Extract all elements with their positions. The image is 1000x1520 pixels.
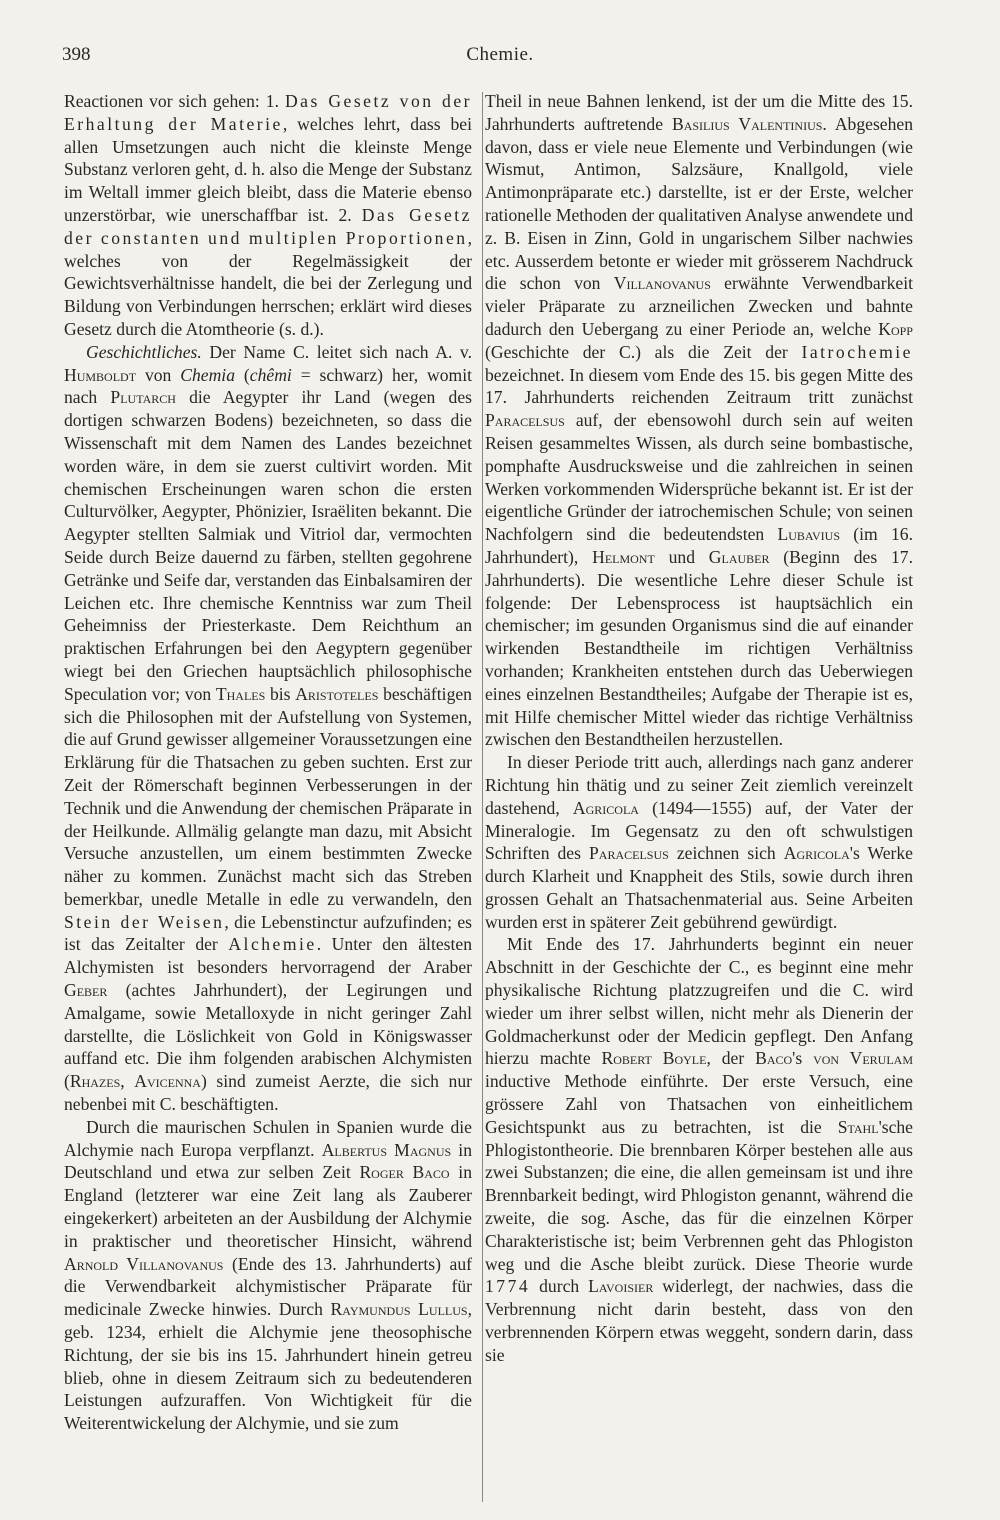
running-head: Chemie. [466,44,534,65]
text-run: beschäftigen sich die Philosophen mit der Aufstellung von Systemen, die auf Grund gewisser allgemeiner Voraussetzungen eine Erklärung für die Thatsachen zu geben suchten. Erst zur Zeit der Römerschaft beginnen Verbesserungen in der Technik und die Anwendung der chemischen Präparate in der Heilkunde. Allmälig gelangte man dazu, mit Absicht Versuche anzustellen, um einem bestimmten Zwecke näher zu kommen. Zunächst macht sich das Streben bemerkbar, unedle Metalle in edle zu verwandeln, den [64,683,472,909]
text-run: zeichnen sich [668,843,784,864]
text-run: ) sind zumeist Aerzte, die sich nur nebenbei mit C. beschäftigten. [64,1071,473,1115]
text-run: Raymundus Lullus [330,1299,468,1320]
text-run: widerlegt, der nachwies, dass die Verbrennung nicht darin besteht, dass von den verbrennenden Körpern etwas weggeht, sondern darin, dass sie [485,1276,914,1365]
text-run: , geb. 1234, erhielt die Alchymie jene theosophische Richtung, der sie bis ins 15. Jahrhundert hinein getreu blieb, ohne in diesem Zeitraum sich zu bedeutenderen Leistungen aufzuraffen. Von Wichtigkeit für die Weiterentwickelung der Alchymie, und sie zum [64,1299,472,1434]
text-run: Robert Boyle [601,1048,707,1069]
text-run: Stahl [837,1116,879,1137]
text-run: 'sche Phlogistontheorie. Die brennbaren Körper bestehen alle aus zwei Substanzen; die eine, die allen gemeinsam ist und ihre Brennbarkeit bedingt, wird Phlogiston genannt, während die zweite, die sog. Asche, das für die einzelnen Körper Charakteristische ist; beim Verbrennen geht das Phlogiston weg und die Asche bleibt zurück. Diese Theorie wurde [485,1116,913,1274]
text-run: 's Werke durch Klarheit und Knappheit des Stils, sowie durch ihren grossen Gehalt an Thatsachenmaterial aus. Seine Arbeiten wurden erst in späterer Zeit gebührend gewürdigt. [485,843,913,932]
text-run: von [136,364,181,385]
text-run: und [654,546,709,567]
column-divider [482,92,483,1502]
text-run: Lubavius [777,524,841,545]
text-run: 's [792,1048,814,1069]
text-run: in England (letzterer war eine Zeit lang als Zauberer eingekerkert) arbeiteten an der Ausbildung der Alchymie in praktischer und theoretischer Hinsicht, während [64,1162,472,1251]
text-run: auf, der ebensowohl durch sein auf weiten Reisen gesammeltes Wissen, als durch seine bombastische, pomphafte Ausdrucksweise und die zahlreichen in seinen Werken vorkommenden Widersprüche bekannt ist. Er ist der eigentliche Gründer der iatrochemischen Schule; von seinen Nachfolgern sind die bedeutendsten [485,410,913,545]
text-run: bezeichnet. In diesem vom Ende des 15. bis gegen Mitte des 17. Jahrhunderts reichenden Zeitraum tritt zunächst [485,364,913,408]
text-run: Roger Baco [359,1162,450,1183]
text-run: Durch die maurischen Schulen in Spanien wurde die Alchymie nach Europa verpflanzt. [64,1116,472,1160]
right-column [485,90,913,1367]
text-run: Albertus Magnus [321,1139,452,1160]
text-run: (Ende des 13. Jahrhunderts) auf die Verwendbarkeit alchymistischer Präparate für medicinale Zwecke hinwies. Durch [64,1253,472,1320]
text-run: von Verulam [813,1048,913,1069]
text-run: Agricola [783,843,850,864]
paragraph [64,341,472,1116]
paragraph [485,751,913,933]
text-run: (im 16. Jahrhundert), [485,524,913,567]
text-run: Avicenna [134,1071,201,1092]
text-run: Theil in neue Bahnen lenkend, ist der um die Mitte des 15. Jahrhunderts auftretende [485,91,913,134]
text-run: Thales [215,683,266,704]
text-run: Plutarch [110,387,176,408]
text-run: . Abgesehen davon, dass er viele neue Elemente und Verbindungen (wie Wismut, Antimon, Salzsäure, Knallgold, viele Antimonpräparate etc.) darstellte, ist er der Erste, welcher rationelle Methoden der qualitativen Analyse anwendete und z. B. Eisen in Zinn, Gold in ungarischem Silber nachwies etc. Ausserdem betonte er wieder mit grösserem Nachdruck die schon von [485,113,913,294]
text-run: Stein der Weisen [64,911,225,932]
text-run: durch [530,1276,589,1297]
text-run: Baco [755,1048,793,1069]
text-run: (Beginn des 17. Jahrhunderts). Die wesentliche Lehre dieser Schule ist folgende: Der Lebensprocess ist hauptsächlich ein chemischer; im gesunden Organismus sind die auf einander wirkenden Bestandtheile im richtigen Verhältniss vorhanden; Krankheiten entstehen durch das Ueberwiegen eines einzelnen Bestandtheiles; Aufgabe der Therapie ist es, mit Hilfe chemischer Mittel wieder das richtige Verhältniss zwischen den Bestandtheilen herzustellen. [485,546,913,750]
text-run: Geschichtliches. [86,341,202,362]
text-run: Mit Ende des 17. Jahrhunderts beginnt ein neuer Abschnitt in der Geschichte der C., es beginnt eine mehr physikalische Richtung platzzugreifen und die C. wird wieder um ihrer selbst willen, nicht mehr als Dienerin der Goldmacherkunst oder der Medicin gepflegt. Den Anfang hierzu machte [485,934,913,1069]
paragraph [485,933,913,1366]
text-run: Chemia [180,364,235,385]
text-run: , der [706,1048,756,1069]
text-run: Villanovanus [613,273,711,294]
text-run: inductive Methode einführte. Der erste Versuch, eine grössere Zahl von Thatsachen von einheitlichem Gesichtspunkt aus zu betrachten, ist die [485,1071,913,1137]
text-run: die Aegypter ihr Land (wegen des dortigen schwarzen Bodens) bezeichneten, so dass die Wissenschaft mit dem Namen des Landes bezeichnet worden wäre, in dem sie zuerst cultivirt worden. Mit chemischen Erscheinungen waren schon die ersten Culturvölker, Aegypter, Phönizier, Israëliten bekannt. Die Aegypter stellten Salmiak und Vitriol dar, vermochten Seide durch Beize dauernd zu färben, stellten gegohrene Getränke und Seife dar, verstanden das Einbalsamiren der Leichen etc. Ihre chemische Kenntniss war zum Theil Geheimniss der Priesterkaste. Dem Reichthum an praktischen Erfahrungen bei den Aegyptern gegenüber wiegt bei den Griechen hauptsächlich philosophische Speculation vor; von [64,387,472,704]
left-column [64,90,472,1435]
paragraph [64,1116,472,1435]
text-run: Paracelsus [485,410,565,431]
text-run: Geber [64,980,108,1001]
page-header [62,44,938,74]
text-run: 1774 [485,1276,531,1297]
text-run: (1494—1555) auf, der Vater der Mineralogie. Im Gegensatz zu den oft schwulstigen Schriften des [485,797,913,864]
paragraph [485,90,913,751]
text-run: Reactionen vor sich gehen: 1. [64,91,285,111]
text-run: Der Name C. leitet sich nach A. v. [201,341,472,362]
text-run: Das Gesetz von der Erhaltung der Materie [64,91,473,134]
text-run: Arnold Villanovanus [64,1253,224,1274]
text-run: bis [265,683,296,704]
text-run: Agricola [572,797,639,818]
text-run: Helmont [592,546,655,567]
text-run: Alchemie [228,934,317,955]
text-run: Das Gesetz der constanten und multiplen Proportionen [64,204,472,248]
text-run: . Unter den ältesten Alchymisten ist besonders hervorragend der Araber [64,934,472,978]
text-run: Basilius Valentinius [671,113,823,134]
text-run: chêmi [249,364,292,385]
text-run: Humboldt [64,364,137,385]
text-run: (achtes Jahrhundert), der Legirungen und Amalgame, sowie Metalloxyde in nicht geringer Zahl darstellte, die Löslichkeit von Gold in Königswasser auffand etc. Die ihm folgenden arabischen Alchymisten ( [64,980,472,1092]
text-run: Iatrochemie [801,341,913,362]
text-run: Glauber [708,546,770,567]
text-run: erwähnte Verwendbarkeit vieler Präparate zu arzneilichen Zwecken und bahnte dadurch den Uebergang zu einer Periode an, welche [485,273,913,339]
text-run: Rhazes [69,1071,121,1092]
text-run: Lavoisier [588,1276,654,1297]
text-run: (Geschichte der C.) als die Zeit der [485,341,802,362]
text-run: , welches von der Regelmässigkeit der Gewichtsverhältnisse handelt, die bei der Zerlegung und Bildung von Verbindungen herrschen; erklärt wird dieses Gesetz durch die Atomtheorie (s. d.). [64,227,472,339]
paragraph [64,90,472,341]
text-run: = schwarz) her, womit nach [64,364,472,408]
text-run: Aristoteles [295,683,379,704]
text-run: ( [235,364,250,385]
text-run: , [120,1071,135,1092]
text-run: In dieser Periode tritt auch, allerdings nach ganz anderer Richtung hin thätig und zu seiner Zeit ziemlich vereinzelt dastehend, [485,752,913,818]
text-run: Kopp [878,318,913,339]
page-number: 398 [62,44,91,65]
text-run: , welches lehrt, dass bei allen Umsetzungen auch nicht die kleinste Menge Substanz verloren geht, d. h. also die Menge der Substanz im Weltall immer gleich bleibt, dass die Materie ebenso unzerstörbar, wie unerschaffbar ist. 2. [64,113,472,225]
text-run: , die Lebenstinctur aufzufinden; es ist das Zeitalter der [64,911,472,955]
text-run: Paracelsus [589,843,669,864]
text-run: in Deutschland und etwa zur selben Zeit [64,1139,472,1183]
